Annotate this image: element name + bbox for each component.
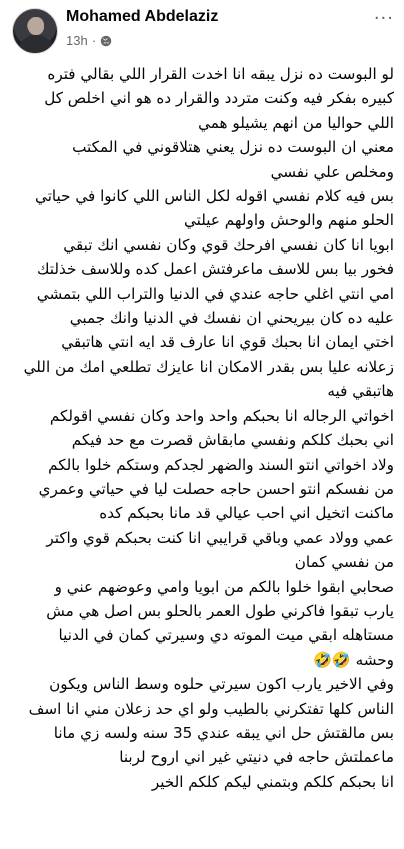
text-line: معني ان البوست ده نزل يعني هتلاقوني في المكتب [72, 138, 394, 157]
post-meta [66, 33, 112, 48]
text-line: هاتبقي فيه [327, 382, 394, 401]
avatar-body [20, 35, 52, 54]
paragraph [10, 233, 394, 331]
author-name[interactable]: Mohamed Abdelaziz [66, 8, 219, 25]
text-line: امي انتي اغلي حاجه عندي في الدنيا والتراب اللي بتمشي [36, 284, 394, 303]
post-header [0, 0, 404, 62]
text-line: ومخلص علي نفسي [270, 162, 394, 181]
text-line: كبيره بفكر فيه وكنت متردد والقرار ده هو اني اخلص كل [44, 89, 394, 108]
text-line: اختي ايمان انا بحبك قوي انا عارف قد ايه انتي هاتبقي [61, 333, 394, 352]
paragraph [10, 330, 394, 403]
text-line: من نفسي كمان [294, 553, 394, 572]
text-line: وحشه 🤣🤣 [312, 650, 394, 669]
text-line: بس فيه كلام نفسي اقوله لكل الناس اللي كانوا في حياتي [35, 187, 394, 206]
paragraph [10, 62, 394, 135]
text-line: اخواتي الرجاله انا بحبكم واحد واحد وكان نفسي اقولكم [49, 406, 394, 425]
more-options-icon[interactable]: ··· [373, 8, 394, 29]
text-line: ولاد اخواتي انتو السند والضهر لجدكم وستكم خلوا بالكم [48, 455, 394, 474]
paragraph [10, 404, 394, 575]
post-text [0, 62, 404, 794]
text-line: مستاهله ابقي ميت الموته دي وسيرتي كمان في الدنيا [58, 626, 394, 645]
text-line: وفي الاخير يارب اكون سيرتي حلوه وسط الناس ويكون [49, 675, 394, 694]
text-line: انا بحبكم كلكم وبتمني ليكم كلكم الخير [151, 772, 394, 791]
paragraph [10, 184, 394, 233]
paragraph [10, 672, 394, 794]
paragraph [10, 575, 394, 673]
text-line: اني بحبك كلكم ونفسي مابقاش قصرت مع حد فيكم [71, 431, 394, 450]
avatar-face [28, 17, 44, 35]
text-line: يارب تبقوا فاكرني طول العمر بالحلو بس اصل هي مش [46, 601, 394, 620]
text-line: بس مالقتش حل اني يبقه عندي 35 سنه ولسه زي مانا [53, 723, 394, 742]
text-line: عليه ده كان بيريحني ان نفسك في الدنيا وانك جمبي [69, 309, 394, 328]
text-line: زعلانه عليا بس بقدر الامكان انا عايزك تطلعي امك من اللي [23, 357, 394, 376]
paragraph [10, 135, 394, 184]
text-line: ماعملتش حاجه في دنيتي غير اني اروح لربنا [119, 748, 394, 767]
text-line: من نفسكم انتو احسن حاجه حصلت ليا في حياتي وعمري [38, 479, 394, 498]
text-line: ابويا انا كان نفسي افرحك قوي وكان نفسي انك تبقي [63, 235, 394, 254]
text-line: الناس كلها تفتكرني بالطيب ولو اي حد زعلان مني انا اسف [28, 699, 394, 718]
text-line: اللي حواليا من انهم يشيلو همي [198, 113, 394, 132]
post-time[interactable]: 13h [66, 33, 88, 48]
text-line: لو البوست ده نزل يبقه انا اخدت القرار اللي بقالي فتره [47, 65, 394, 83]
meta-separator: · [91, 33, 97, 48]
text-line: عمي وولاد عمي وباقي قرايبي انا كنت بحبكم قوي واكتر [46, 528, 394, 547]
text-line: ماكنت اتخيل اني احب عيالي قد مانا بحبكم كده [99, 504, 394, 523]
text-line: فخور بيا بس للاسف ماعرفتش اعمل كده وللاسف خذلتك [36, 260, 394, 279]
avatar[interactable] [12, 8, 58, 54]
text-line: صحابي ابقوا خلوا بالكم من ابويا وامي وعوضهم عني و [54, 577, 394, 596]
globe-icon[interactable] [100, 35, 112, 47]
text-line: الحلو منهم والوحش واولهم عيلتي [184, 211, 394, 230]
